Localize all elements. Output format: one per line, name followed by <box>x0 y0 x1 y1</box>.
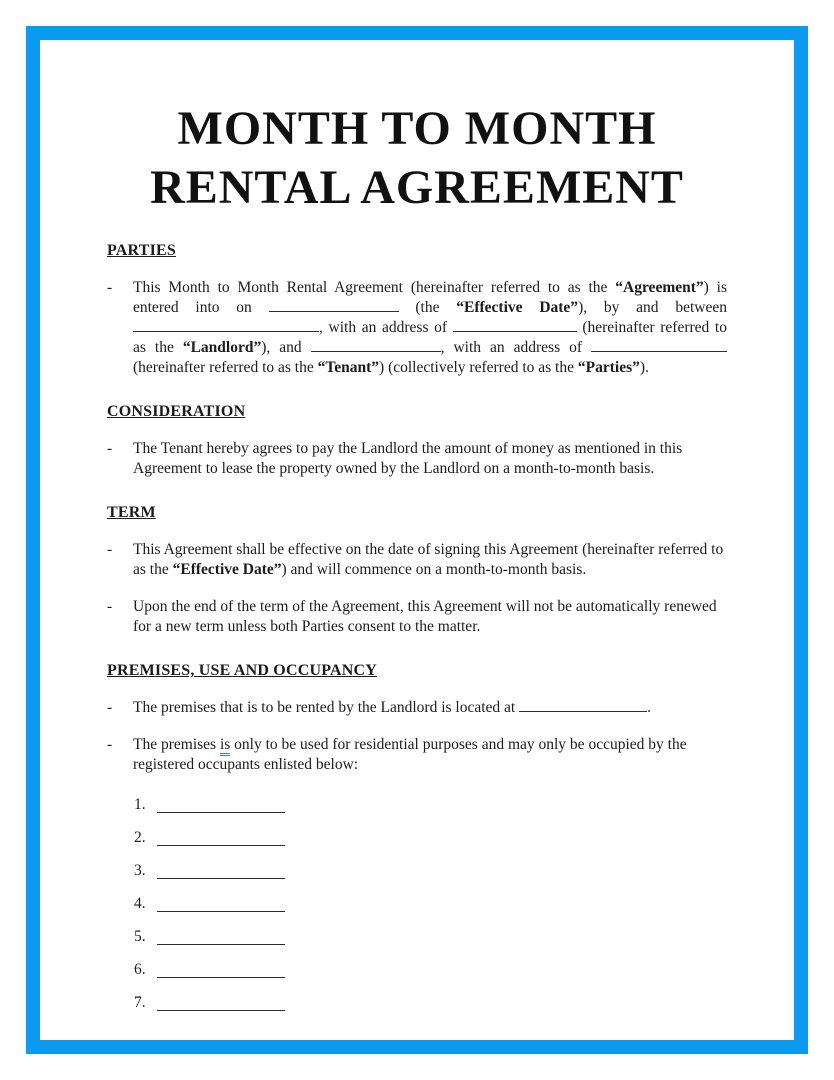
page-border <box>26 26 808 1054</box>
list-number: 3. <box>134 862 146 880</box>
bold-term: “Effective Date” <box>456 299 579 317</box>
blank-field[interactable] <box>269 298 399 312</box>
bullet-dash: - <box>107 279 113 297</box>
section-consideration <box>107 403 727 479</box>
occupant-blank-field[interactable] <box>157 832 285 846</box>
blank-field[interactable] <box>453 318 577 332</box>
paragraph-text: The Tenant hereby agrees to pay the Landlord the amount of money as mentioned in this Agreement to lease the property owned by the Landlord on a month-to-month basis. <box>133 440 683 478</box>
bold-term: “Landlord” <box>182 339 262 357</box>
paragraph-text: This Month to Month Rental Agreement (hereinafter referred to as the “Agreement”) is entered into on (the “Effective Date”), by and between , with an address of (hereinafter referred to as the “Landlord”), and , with an address of (hereinafter referred to as the “Tenant”) (collectively referred to as the “Parties”). <box>133 279 727 377</box>
bullet-dash: - <box>107 541 113 559</box>
title-line-2: RENTAL AGREEMENT <box>150 160 684 214</box>
occupant-list-item <box>134 927 727 947</box>
blank-field[interactable] <box>133 318 319 332</box>
sections-container <box>107 242 727 1013</box>
section-heading-term: TERM <box>107 504 156 522</box>
paragraph-text: The premises that is to be rented by the Landlord is located at . <box>133 699 651 717</box>
bold-term: “Parties” <box>577 359 640 377</box>
section-premises-use-and-occupancy <box>107 662 727 1013</box>
occupant-list-item <box>134 993 727 1013</box>
bullet-paragraph <box>107 597 727 637</box>
bold-term: “Agreement” <box>615 279 704 297</box>
paragraph-text: The premises is only to be used for residential purposes and may only be occupied by the registered occupants enlisted below: <box>133 736 687 774</box>
list-number: 1. <box>134 796 146 814</box>
bullet-dash: - <box>107 736 113 754</box>
blank-field[interactable] <box>519 698 647 712</box>
bullet-paragraph <box>107 698 727 718</box>
section-term <box>107 504 727 637</box>
blank-field[interactable] <box>591 338 727 352</box>
section-heading-parties: PARTIES <box>107 242 177 260</box>
bullet-paragraph <box>107 540 727 580</box>
document-title <box>107 100 727 217</box>
occupant-list-item <box>134 960 727 980</box>
occupant-blank-field[interactable] <box>157 799 285 813</box>
bullet-dash: - <box>107 440 113 458</box>
grammar-underlined-word: is <box>220 736 230 756</box>
list-number: 6. <box>134 961 146 979</box>
list-number: 5. <box>134 928 146 946</box>
bullet-paragraph <box>107 439 727 479</box>
occupant-list-item <box>134 894 727 914</box>
bullet-dash: - <box>107 699 113 717</box>
paragraph-text: Upon the end of the term of the Agreement, this Agreement will not be automatically renewed for a new term unless both Parties consent to the matter. <box>133 598 717 636</box>
paragraph-text: This Agreement shall be effective on the date of signing this Agreement (hereinafter referred to as the “Effective Date”) and will commence on a month-to-month basis. <box>133 541 724 579</box>
bullet-paragraph <box>107 278 727 378</box>
occupant-list <box>134 795 727 1013</box>
bullet-paragraph <box>107 735 727 775</box>
occupant-blank-field[interactable] <box>157 964 285 978</box>
section-heading-consideration: CONSIDERATION <box>107 403 246 421</box>
occupant-blank-field[interactable] <box>157 898 285 912</box>
occupant-list-item <box>134 828 727 848</box>
bold-term: “Tenant” <box>317 359 380 377</box>
document-page <box>40 40 794 1040</box>
list-number: 7. <box>134 994 146 1012</box>
occupant-blank-field[interactable] <box>157 931 285 945</box>
list-number: 4. <box>134 895 146 913</box>
occupant-blank-field[interactable] <box>157 997 285 1011</box>
occupant-list-item <box>134 861 727 881</box>
section-parties <box>107 242 727 378</box>
list-number: 2. <box>134 829 146 847</box>
occupant-list-item <box>134 795 727 815</box>
title-line-1: MONTH TO MONTH <box>177 102 657 155</box>
bold-term: “Effective Date” <box>172 561 282 579</box>
occupant-blank-field[interactable] <box>157 865 285 879</box>
bullet-dash: - <box>107 598 113 616</box>
section-heading-premises-use-and-occupancy: PREMISES, USE AND OCCUPANCY <box>107 662 378 680</box>
blank-field[interactable] <box>311 338 441 352</box>
